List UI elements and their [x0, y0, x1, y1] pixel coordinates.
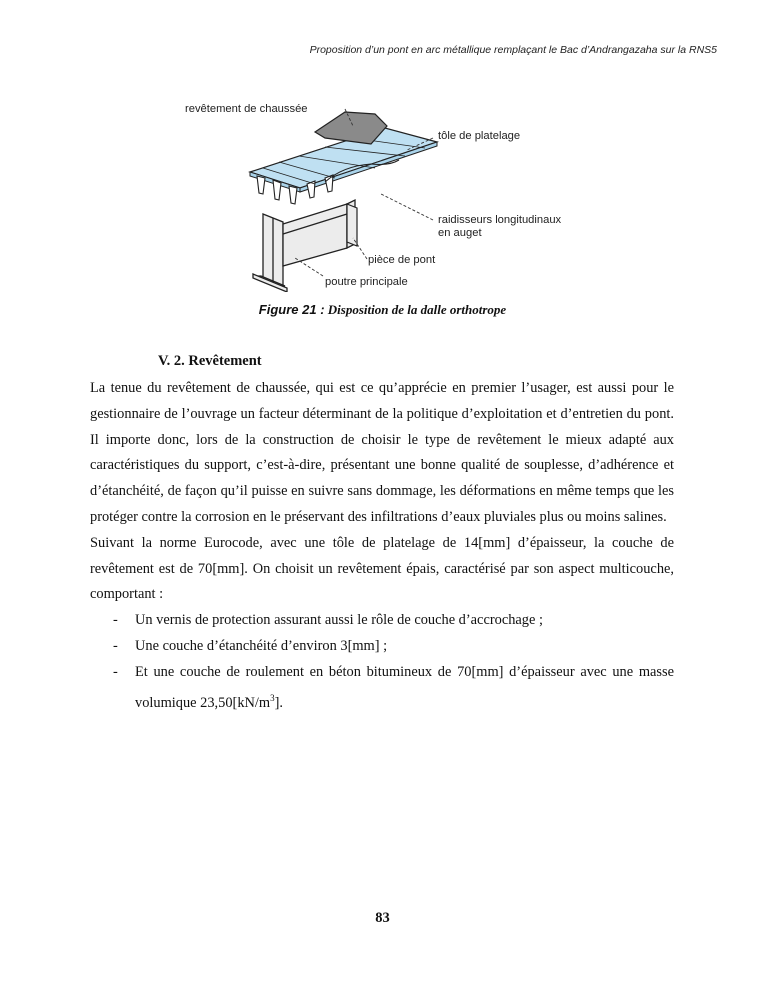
figure-caption: [0, 302, 765, 318]
list-dash: -: [113, 612, 118, 629]
running-header: Proposition d’un pont en arc métallique remplaçant le Bac d’Andrangazaha sur la RNS5: [309, 44, 717, 56]
list-item: [90, 634, 674, 660]
list-item-text: Et une couche de roulement en béton bitumineux de 70[mm] d’épaisseur avec une masse volumique 23,50[kN/m: [135, 663, 674, 711]
list-item-text: Un vernis de protection assurant aussi le rôle de couche d’accrochage ;: [135, 612, 543, 629]
page-number: 83: [375, 910, 390, 926]
list-dash: -: [113, 663, 118, 680]
unit-exponent: 3: [270, 692, 275, 703]
list-item: [90, 608, 674, 634]
label-road-surfacing: revêtement de chaussée: [185, 103, 308, 115]
label-main-girder: poutre principale: [325, 276, 408, 288]
coating-layers-list: [90, 608, 674, 716]
label-stiffeners-1: raidisseurs longitudinaux: [438, 214, 562, 226]
list-item: [90, 660, 674, 716]
list-item-end: ].: [274, 694, 283, 711]
paragraph-1: La tenue du revêtement de chaussée, qui est ce qu’apprécie en premier l’usager, est aussi pour le gestionnaire de l’ouvrage un facteur déterminant de la politique d’exploitation et d’entretien du pont. Il importe donc, lors de la construction de choisir le type de revêtement le mieux adapté aux caractéristiques du support, c’est-à-dire, présentant une bonne qualité de souplesse, d’adhérence et d’étanchéité, de façon qu’il puisse en suivre sans dommage, les déformations en même temps que les protéger contre la corrosion en le préservant des infiltrations d’eaux pluviales plus ou moins salines.: [90, 380, 674, 525]
cross-beam-drawing: [283, 200, 355, 266]
label-cross-beam: pièce de pont: [368, 254, 436, 266]
list-item-text: Une couche d’étanchéité d’environ 3[mm] ;: [135, 637, 388, 654]
label-stiffeners-2: en auget: [438, 227, 482, 239]
paragraph-2: Suivant la norme Eurocode, avec une tôle de platelage de 14[mm] d’épaisseur, la couche de revêtement est de 70[mm]. On choisit un revêtement épais, caractérisé par son aspect multicouche, comportant :: [90, 534, 674, 603]
figure-caption-text: Disposition de la dalle orthotrope: [327, 302, 507, 317]
main-girder-drawing: [253, 214, 287, 292]
label-deck-plate: tôle de platelage: [438, 130, 521, 142]
list-dash: -: [113, 637, 118, 654]
orthotropic-deck-figure: [175, 96, 595, 292]
figure-number: Figure 21 :: [258, 302, 325, 317]
section-body: [90, 376, 674, 716]
section-heading: V. 2. Revêtement: [158, 353, 262, 369]
